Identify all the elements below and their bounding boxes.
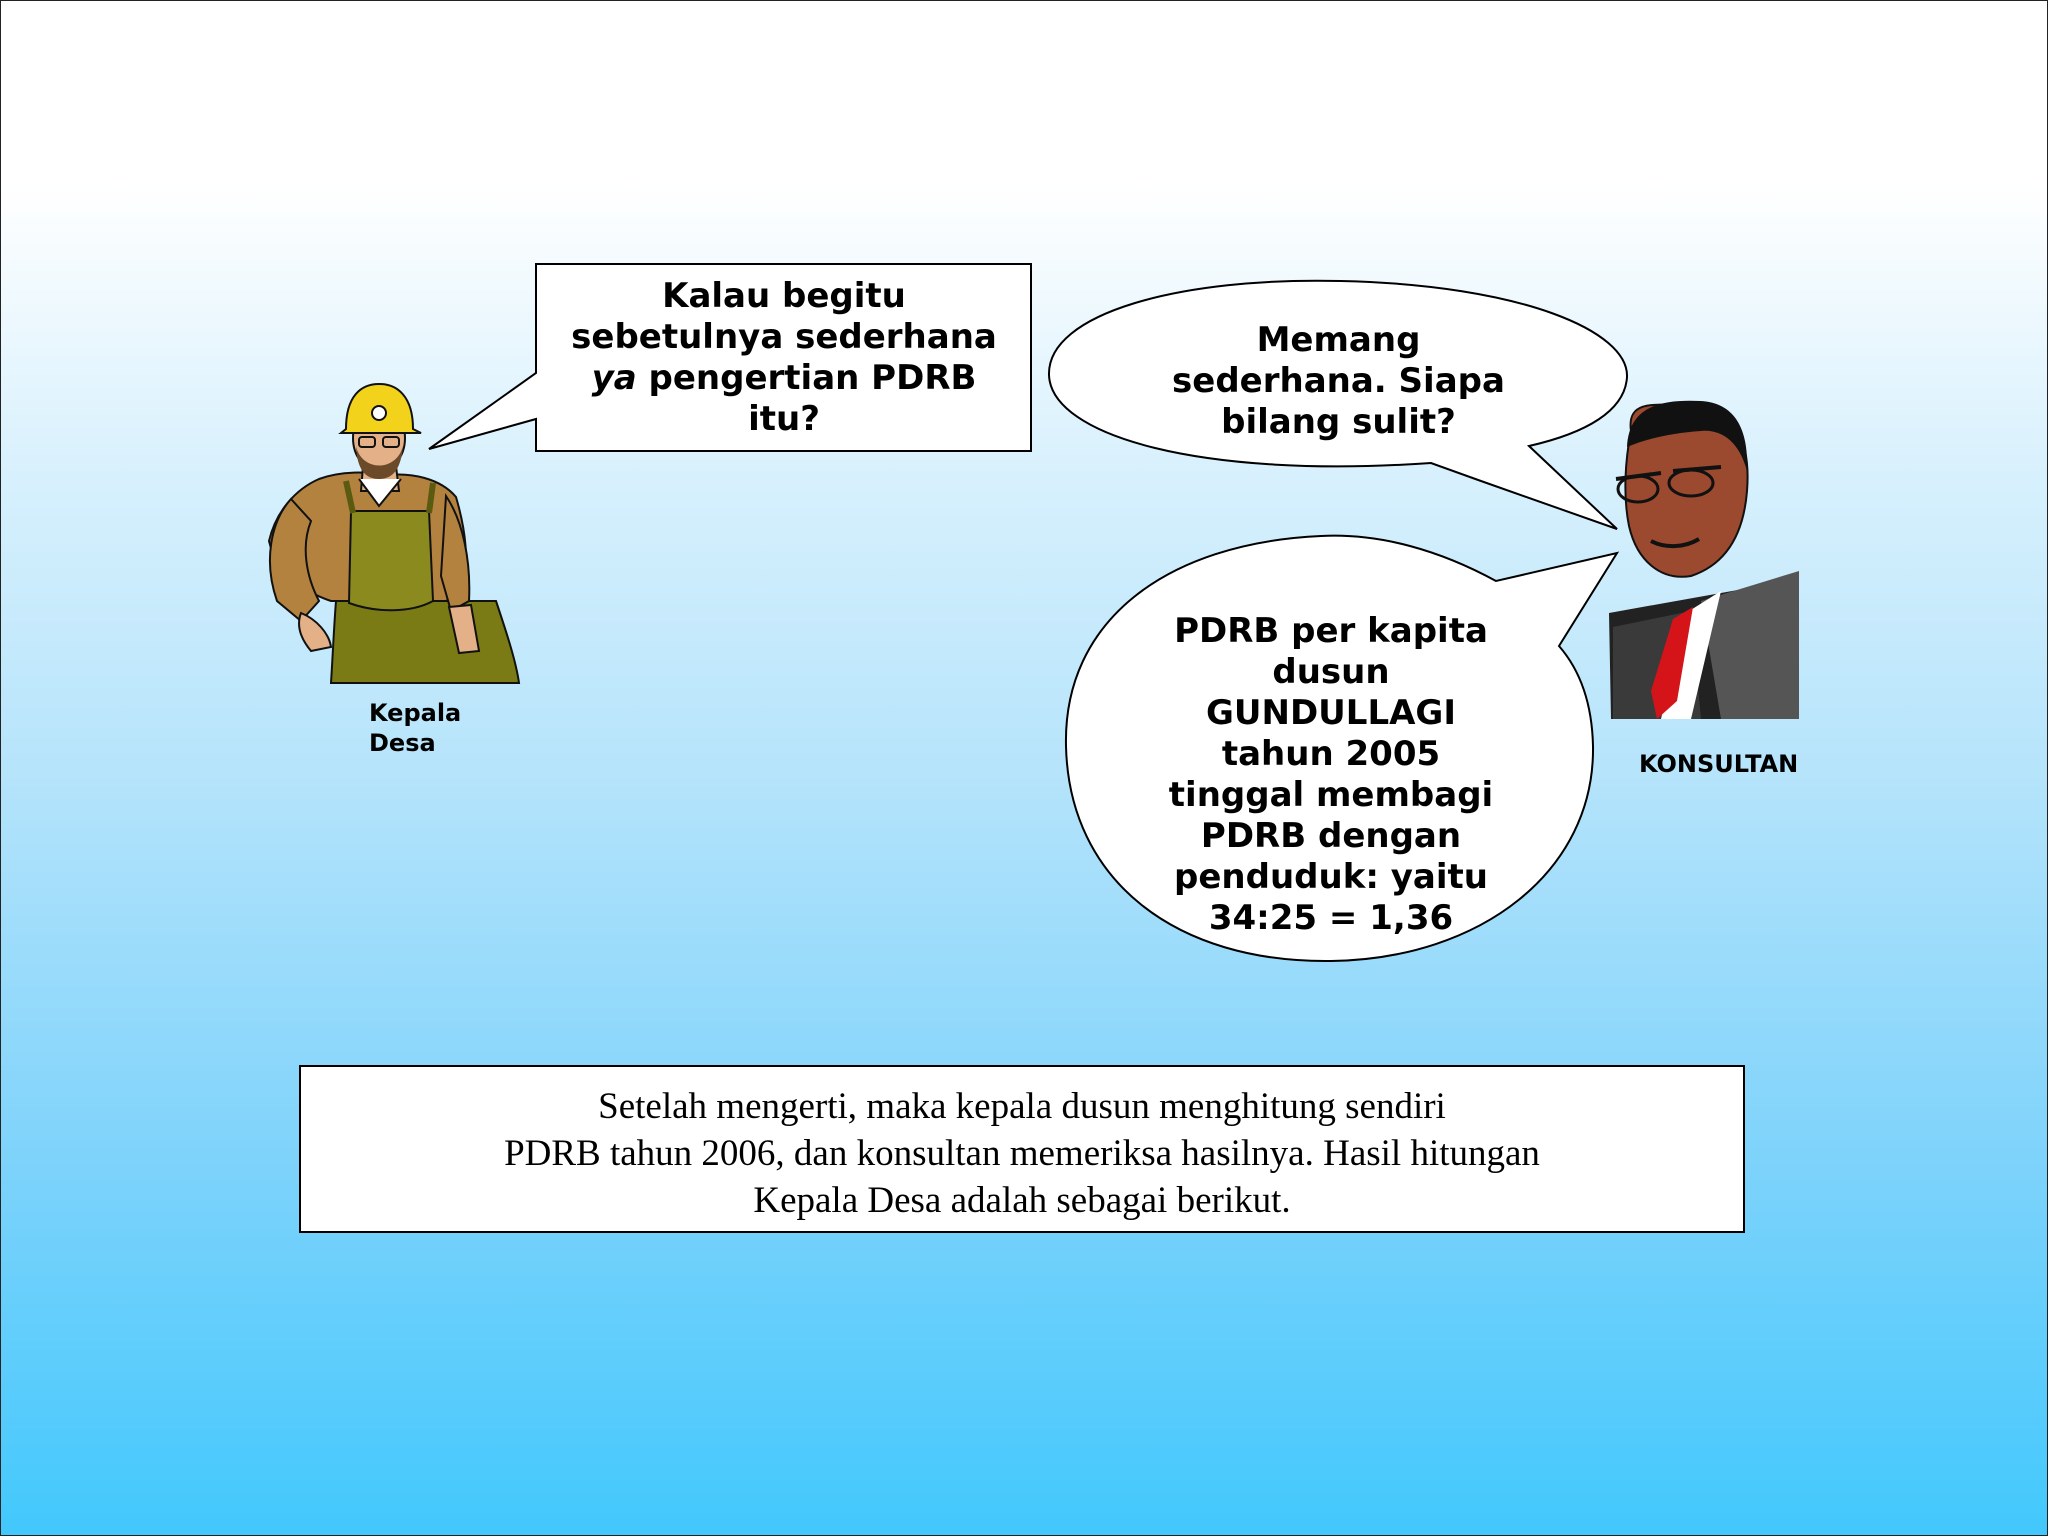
explanation-line-2: dusun (1272, 652, 1390, 692)
question-line-3-rest: pengertian PDRB (636, 358, 977, 398)
explanation-line-1: PDRB per kapita (1174, 611, 1488, 651)
narration-text (301, 1067, 1743, 1224)
konsultan-caption: KONSULTAN (1639, 750, 1799, 778)
kepala-desa-caption-line-1: Kepala (369, 699, 462, 727)
narration-line-3: Kepala Desa adalah sebagai berikut. (753, 1180, 1291, 1221)
explanation-line-7: penduduk: yaitu (1174, 857, 1488, 897)
question-line-4: itu? (748, 399, 820, 439)
explanation-line-6: PDRB dengan (1200, 816, 1462, 856)
explanation-line-5: tinggal membagi (1168, 775, 1494, 815)
narration-box (299, 1065, 1745, 1233)
explanation-line-8: 34:25 = 1,36 (1208, 898, 1454, 938)
question-line-1: Kalau begitu (662, 276, 906, 316)
reply-line-1: Memang (1256, 320, 1421, 360)
konsultan-explanation-text (1111, 611, 1551, 939)
kepala-desa-caption-line-2: Desa (369, 729, 436, 757)
businessman-icon (1609, 401, 1799, 719)
question-line-2: sebetulnya sederhana (571, 317, 997, 357)
question-line-3 (549, 358, 1019, 399)
reply-line-3: bilang sulit? (1221, 402, 1456, 442)
narration-line-2: PDRB tahun 2006, dan konsultan memeriksa hasilnya. Hasil hitungan (504, 1133, 1540, 1174)
question-italic-word: ya (591, 358, 637, 398)
reply-line-2: sederhana. Siapa (1172, 361, 1505, 401)
narration-line-1: Setelah mengerti, maka kepala dusun menghitung sendiri (598, 1086, 1446, 1127)
kepala-desa-caption (369, 698, 509, 758)
explanation-line-3: GUNDULLAGI (1205, 693, 1456, 733)
explanation-line-4: tahun 2005 (1221, 734, 1441, 774)
konsultan-reply-text (1116, 320, 1561, 443)
kepala-desa-question-text (549, 276, 1019, 440)
